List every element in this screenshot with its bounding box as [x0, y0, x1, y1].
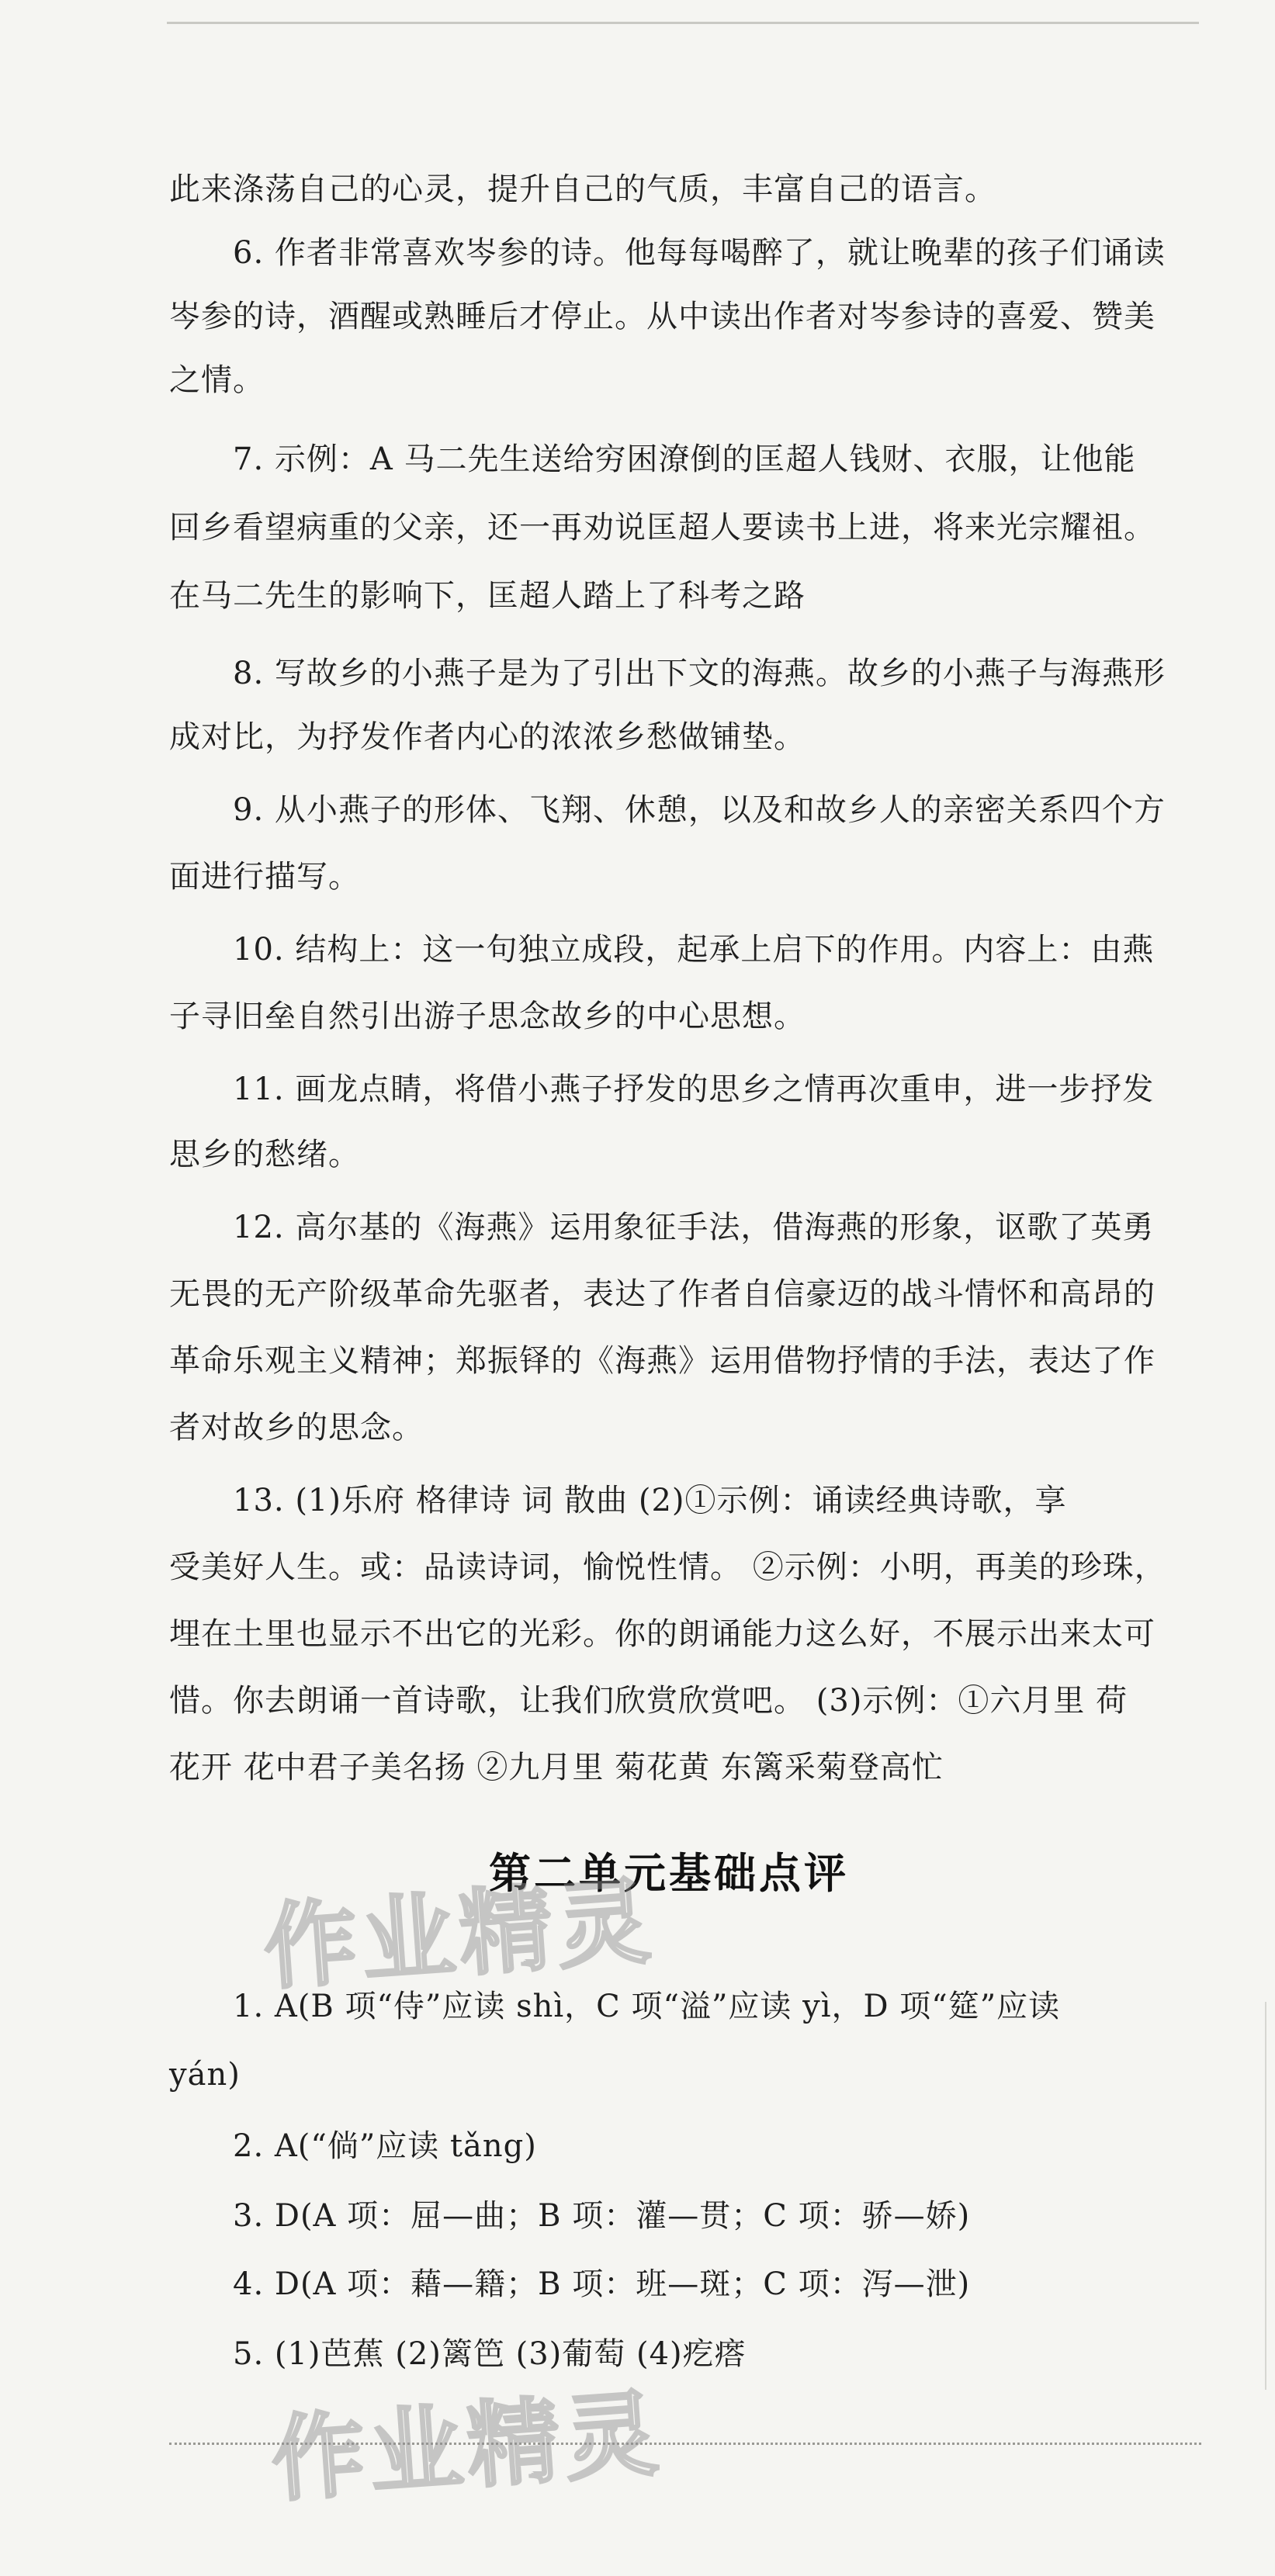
answer-q6-line: 岑参的诗，酒醒或熟睡后才停止。从中读出作者对岑参诗的喜爱、赞美	[169, 299, 1155, 334]
answer-q13-line: 埋在土里也显示不出它的光彩。你的朗诵能力这么好，不展示出来太可	[169, 1616, 1155, 1652]
section-heading: 第二单元基础点评	[489, 1849, 849, 1898]
page-edge	[1265, 2002, 1266, 2390]
answer-q2: 2. A(“倘”应读 tǎng)	[233, 2128, 537, 2164]
answer-q1-line: yán)	[169, 2057, 241, 2093]
watermark-logo: 作业精灵	[268, 2380, 667, 2515]
answer-q4: 4. D(A 项：藉—籍；B 项：班—斑；C 项：泻—泄)	[233, 2266, 971, 2302]
answer-q13-line: 花开 花中君子美名扬 ②九月里 菊花黄 东篱采菊登高忙	[169, 1750, 944, 1785]
answer-q10-line: 子寻旧垒自然引出游子思念故乡的中心思想。	[169, 999, 806, 1034]
answer-q1-line: 1. A(B 项“侍”应读 shì，C 项“溢”应读 yì，D 项“筵”应读	[233, 1989, 1061, 2024]
answer-q5: 5. (1)芭蕉 (2)篱笆 (3)葡萄 (4)疙瘩	[233, 2336, 747, 2372]
answer-q12-line: 革命乐观主义精神；郑振铎的《海燕》运用借物抒情的手法，表达了作	[169, 1343, 1155, 1379]
answer-q6-line: 6. 作者非常喜欢岑参的诗。他每每喝醉了，就让晚辈的孩子们诵读	[233, 235, 1166, 271]
answer-q13-line: 13. (1)乐府 格律诗 词 散曲 (2)①示例：诵读经典诗歌，享	[233, 1483, 1067, 1518]
answer-q7-line: 回乡看望病重的父亲，还一再劝说匡超人要读书上进，将来光宗耀祖。	[169, 510, 1155, 545]
answer-q10-line: 10. 结构上：这一句独立成段，起承上启下的作用。内容上：由燕	[233, 932, 1155, 968]
answer-q7-line: 在马二先生的影响下，匡超人踏上了科考之路	[169, 578, 806, 614]
watermark-logo: 作业精灵	[260, 1868, 659, 2003]
answer-q7-line: 7. 示例：A 马二先生送给穷困潦倒的匡超人钱财、衣服，让他能	[233, 441, 1136, 477]
answer-q12-line: 者对故乡的思念。	[169, 1410, 424, 1446]
answer-q13-line: 惜。你去朗诵一首诗歌，让我们欣赏欣赏吧。 (3)示例：①六月里 荷	[169, 1683, 1128, 1719]
answer-q12-line: 无畏的无产阶级革命先驱者，表达了作者自信豪迈的战斗情怀和高昂的	[169, 1276, 1155, 1312]
answer-q6-line: 之情。	[169, 362, 265, 398]
answer-q11-line: 11. 画龙点睛，将借小燕子抒发的思乡之情再次重申，进一步抒发	[233, 1072, 1155, 1107]
answer-q8-line: 8. 写故乡的小燕子是为了引出下文的海燕。故乡的小燕子与海燕形	[233, 656, 1166, 691]
answer-line: 此来涤荡自己的心灵，提升自己的气质，丰富自己的语言。	[169, 171, 996, 207]
top-rule	[167, 22, 1199, 24]
answer-q9-line: 9. 从小燕子的形体、飞翔、休憩，以及和故乡人的亲密关系四个方	[233, 792, 1166, 828]
answer-q13-line: 受美好人生。或：品读诗词，愉悦性情。 ②示例：小明，再美的珍珠，	[169, 1549, 1166, 1585]
answer-q9-line: 面进行描写。	[169, 859, 360, 895]
answer-q11-line: 思乡的愁绪。	[169, 1137, 360, 1172]
answer-q8-line: 成对比，为抒发作者内心的浓浓乡愁做铺垫。	[169, 719, 806, 755]
answer-q12-line: 12. 高尔基的《海燕》运用象征手法，借海燕的形象，讴歌了英勇	[233, 1210, 1155, 1245]
answer-q3: 3. D(A 项：屈—曲；B 项：灌—贯；C 项：骄—娇)	[233, 2198, 971, 2234]
